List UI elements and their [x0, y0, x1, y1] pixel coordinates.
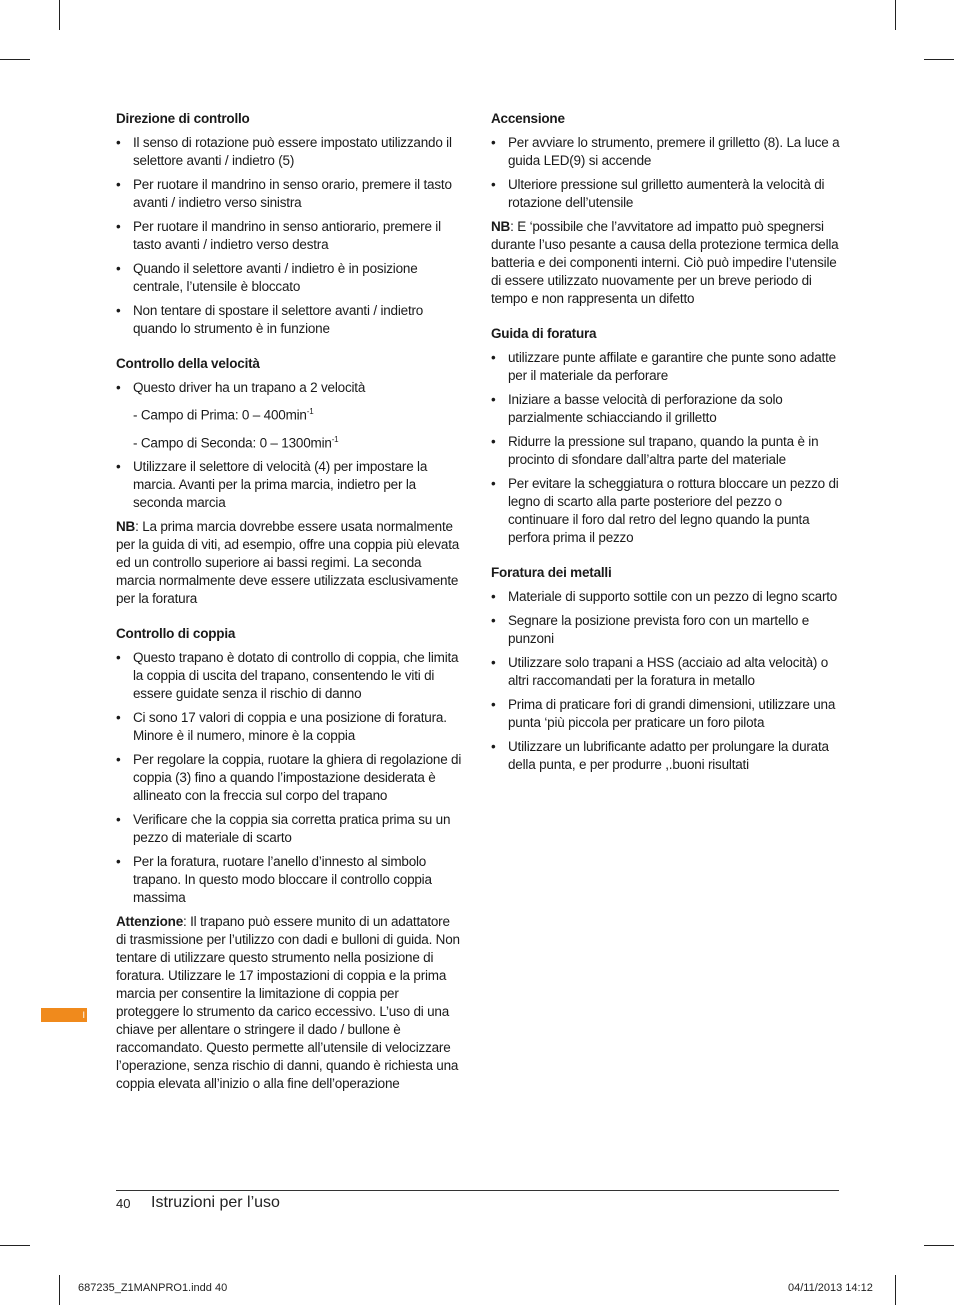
list-item: • Utilizzare solo trapani a HSS (acciaio ad alta velocità) o altri raccomandati per la foratura in metallo	[491, 654, 841, 690]
section-coppia	[116, 625, 462, 1093]
speed-range-second	[133, 431, 462, 453]
list-item: • Prima di praticare fori di grandi dimensioni, utilizzare una punta ‘più piccola per praticare un foro pilota	[491, 696, 841, 732]
note-label: NB	[116, 519, 136, 534]
note-label: Attenzione	[116, 914, 183, 929]
heading-coppia: Controllo di coppia	[116, 626, 236, 641]
list-item: • Per avviare lo strumento, premere il grilletto (8). La luce a guida LED(9) si accende	[491, 134, 841, 170]
right-column	[491, 110, 841, 791]
note-text: : E ‘possibile che l’avvitatore ad impatto può spegnersi durante l’uso pesante a causa della protezione termica della batteria e dei componenti interni. Ciò può impedire l’utensile di essere utilizzato nuovamente per un breve periodo di tempo e non rappresenta un difetto	[491, 219, 839, 306]
list-item: • utilizzare punte affilate e garantire che punte sono adatte per il materiale da perforare	[491, 349, 841, 385]
speed-range-first	[133, 403, 462, 425]
heading-velocita: Controllo della velocità	[116, 356, 260, 371]
left-column	[116, 110, 462, 1110]
list-item: • Per ruotare il mandrino in senso orario, premere il tasto avanti / indietro verso sinistra	[116, 176, 462, 212]
section-velocita	[116, 355, 462, 608]
crop-mark-bottom-right-v	[895, 1275, 896, 1305]
footer-divider	[116, 1190, 839, 1191]
heading-direzione: Direzione di controllo	[116, 111, 250, 126]
page-number: 40	[116, 1196, 131, 1211]
heading-foratura: Guida di foratura	[491, 326, 597, 341]
heading-metalli: Foratura dei metalli	[491, 565, 612, 580]
crop-mark-top-left-h	[0, 59, 30, 60]
note-velocita	[116, 518, 462, 608]
list-item: • Questo trapano è dotato di controllo di coppia, che limita la coppia di uscita del trapano, consentendo le viti di essere guidate senza il rischio di danno	[116, 649, 462, 703]
crop-mark-bottom-left-h	[0, 1245, 30, 1246]
velocita-list-2	[116, 458, 462, 512]
list-item: • Verificare che la coppia sia corretta pratica prima su un pezzo di materiale di scarto	[116, 811, 462, 847]
note-attenzione	[116, 913, 462, 1093]
metalli-list	[491, 588, 841, 774]
note-label: NB	[491, 219, 511, 234]
section-metalli	[491, 564, 841, 774]
list-item: • Utilizzare un lubrificante adatto per prolungare la durata della punta, e per produrre ,.buoni risultati	[491, 738, 841, 774]
list-item: • Quando il selettore avanti / indietro è in posizione centrale, l’utensile è bloccato	[116, 260, 462, 296]
crop-mark-bottom-right-h	[924, 1245, 954, 1246]
slug-filename: 687235_Z1MANPRO1.indd 40	[78, 1282, 228, 1294]
crop-mark-top-right-h	[924, 59, 954, 60]
direzione-list	[116, 134, 462, 338]
heading-accensione: Accensione	[491, 111, 565, 126]
list-item: • Per la foratura, ruotare l’anello d’innesto al simbolo trapano. In questo modo bloccare il controllo coppia massima	[116, 853, 462, 907]
list-item: • Questo driver ha un trapano a 2 velocità	[116, 379, 462, 397]
footer-title: Istruzioni per l’uso	[151, 1194, 280, 1211]
list-item: • Segnare la posizione prevista foro con un martello e punzoni	[491, 612, 841, 648]
section-direzione	[116, 110, 462, 338]
section-accensione	[491, 110, 841, 308]
list-item: • Per ruotare il mandrino in senso antiorario, premere il tasto avanti / indietro verso destra	[116, 218, 462, 254]
note-text: : Il trapano può essere munito di un adattatore di trasmissione per l’utilizzo con dadi e bulloni di guida. Non tentare di utilizzare questo strumento nella posizione di foratura. Utilizzare le 17 impostazioni di coppia e la prima marcia per consentire la limitazione di coppia per proteggere lo strumento da carico eccessivo. L’uso di una chiave per allentare o stringere il dado / bullone è raccomandato. Questo permette all’utensile di velocizzare l’operazione, senza rischio di danni, quando è richiesta una coppia elevata all’inizio o alla fine dell’operazione	[116, 914, 460, 1091]
speed-range-second-text: - Campo di Seconda: 0 – 1300min	[133, 435, 332, 450]
list-item: • Non tentare di spostare il selettore avanti / indietro quando lo strumento è in funzione	[116, 302, 462, 338]
list-item: • Per evitare la scheggiatura o rottura bloccare un pezzo di legno di scarto alla parte posteriore del pezzo o continuare il foro dal retro del legno quando la punta perfora prima il pezzo	[491, 475, 841, 547]
crop-mark-top-left-v	[59, 0, 60, 30]
foratura-list	[491, 349, 841, 547]
list-item: • Utilizzare il selettore di velocità (4) per impostare la marcia. Avanti per la prima marcia, indietro per la seconda marcia	[116, 458, 462, 512]
note-accensione	[491, 218, 841, 308]
note-text: : La prima marcia dovrebbe essere usata normalmente per la guida di viti, ad esempio, offre una coppia più elevata ed un controllo superiore ai bassi regimi. La seconda marcia normalmente deve essere utilizzata esclusivamente per la foratura	[116, 519, 460, 606]
list-item: • Iniziare a basse velocità di perforazione da solo parzialmente schiacciando il grilletto	[491, 391, 841, 427]
list-item: • Il senso di rotazione può essere impostato utilizzando il selettore avanti / indietro (5)	[116, 134, 462, 170]
accensione-list	[491, 134, 841, 212]
list-item: • Per regolare la coppia, ruotare la ghiera di regolazione di coppia (3) fino a quando l’impostazione desiderata è allineato con la freccia sul corpo del trapano	[116, 751, 462, 805]
language-tab: I	[41, 1008, 87, 1022]
list-item: • Ulteriore pressione sul grilletto aumenterà la velocità di rotazione dell’utensile	[491, 176, 841, 212]
speed-range-first-text: - Campo di Prima: 0 – 400min	[133, 407, 307, 423]
speed-range-second-exponent: -1	[331, 434, 339, 444]
slug-datetime: 04/11/2013 14:12	[788, 1282, 873, 1294]
section-foratura	[491, 325, 841, 547]
list-item: • Ci sono 17 valori di coppia e una posizione di foratura. Minore è il numero, minore è la coppia	[116, 709, 462, 745]
list-item: • Materiale di supporto sottile con un pezzo di legno scarto	[491, 588, 841, 606]
coppia-list	[116, 649, 462, 907]
speed-range-first-exponent: -1	[306, 407, 314, 416]
crop-mark-top-right-v	[895, 0, 896, 30]
velocita-list	[116, 379, 462, 397]
list-item: • Ridurre la pressione sul trapano, quando la punta è in procinto di sfondare dall’altra parte del materiale	[491, 433, 841, 469]
crop-mark-bottom-left-v	[59, 1275, 60, 1305]
